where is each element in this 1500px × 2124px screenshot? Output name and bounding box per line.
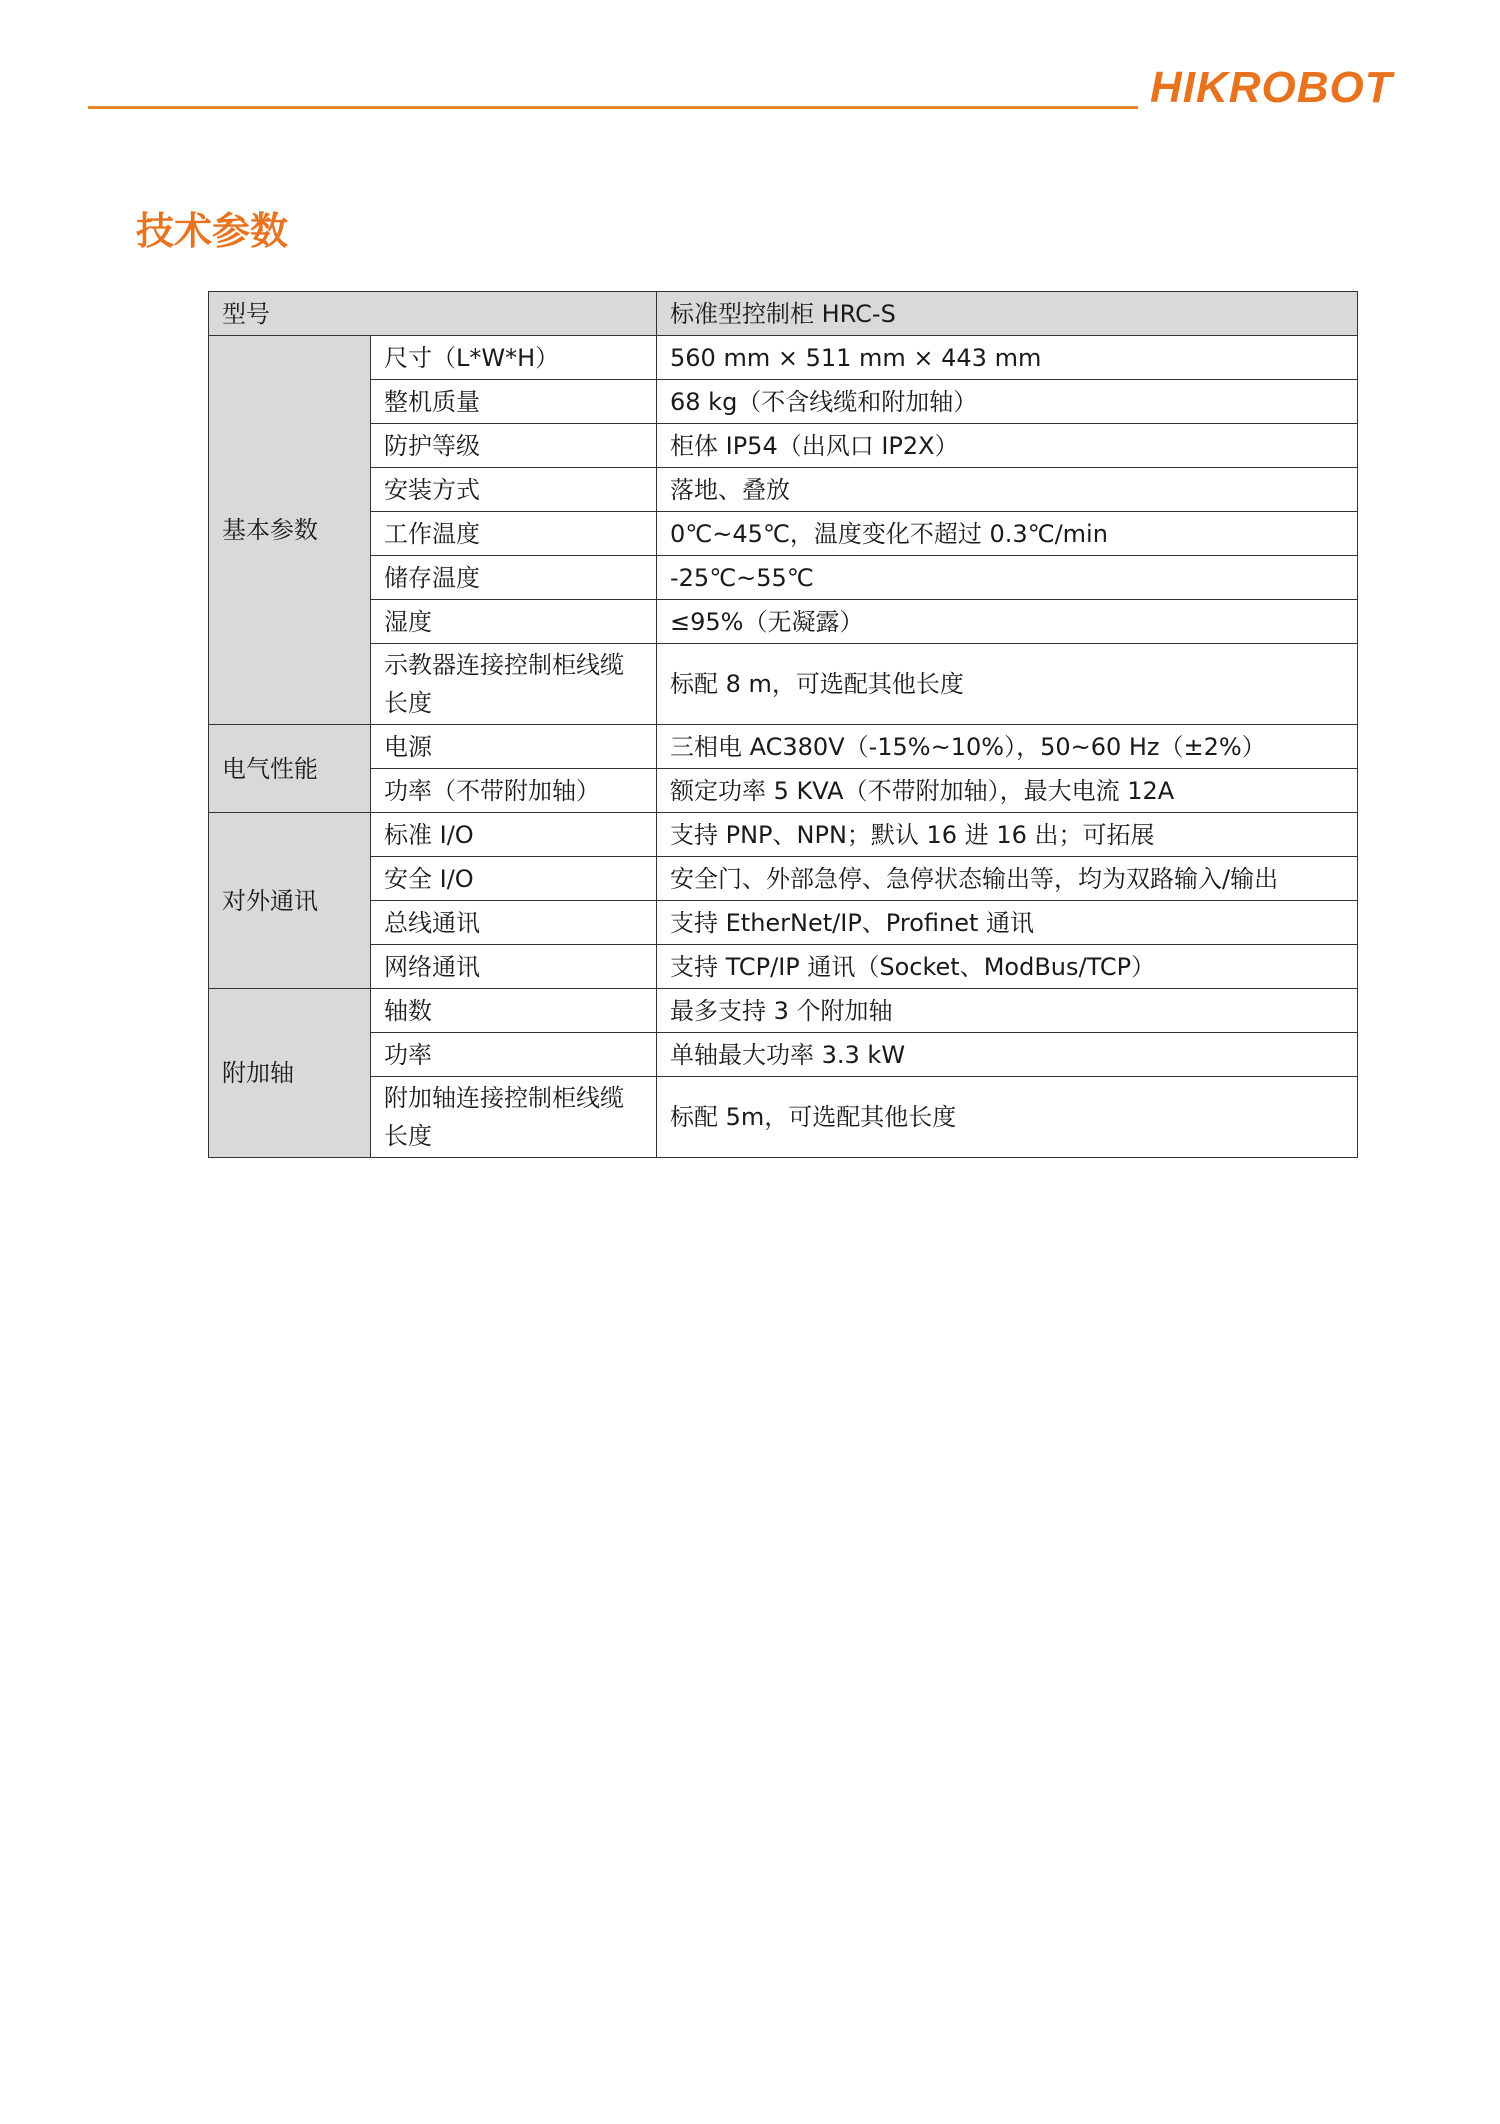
brand-logo: HIKROBOT [1150,63,1393,112]
table-row [209,725,1358,769]
param-value: 安全门、外部急停、急停状态输出等，均为双路输入/输出 [657,857,1358,901]
model-label: 型号 [209,292,657,336]
group-basic: 基本参数 [209,336,371,725]
param-label: 附加轴连接控制柜线缆长度 [371,1077,657,1158]
spec-table [208,291,1358,1158]
param-label: 轴数 [371,989,657,1033]
param-value: -25℃~55℃ [657,556,1358,600]
table-row [209,380,1358,424]
table-row [209,468,1358,512]
param-label: 安装方式 [371,468,657,512]
table-row [209,989,1358,1033]
table-row [209,600,1358,644]
param-value: 支持 PNP、NPN；默认 16 进 16 出；可拓展 [657,813,1358,857]
param-value: 三相电 AC380V（-15%~10%），50~60 Hz（±2%） [657,725,1358,769]
param-label: 尺寸（L*W*H） [371,336,657,380]
table-row [209,424,1358,468]
param-label: 标准 I/O [371,813,657,857]
param-label: 电源 [371,725,657,769]
model-value: 标准型控制柜 HRC-S [657,292,1358,336]
param-label: 功率 [371,1033,657,1077]
table-row [209,1033,1358,1077]
param-label: 储存温度 [371,556,657,600]
group-electrical: 电气性能 [209,725,371,813]
page-title: 技术参数 [136,209,289,253]
param-value: 标配 8 m，可选配其他长度 [657,644,1358,725]
param-value: 0℃~45℃，温度变化不超过 0.3℃/min [657,512,1358,556]
param-label: 工作温度 [371,512,657,556]
param-label: 安全 I/O [371,857,657,901]
param-value: 最多支持 3 个附加轴 [657,989,1358,1033]
param-label: 功率（不带附加轴） [371,769,657,813]
param-value: ≤95%（无凝露） [657,600,1358,644]
param-value: 68 kg（不含线缆和附加轴） [657,380,1358,424]
param-label: 示教器连接控制柜线缆长度 [371,644,657,725]
param-value: 标配 5m，可选配其他长度 [657,1077,1358,1158]
group-external-axis: 附加轴 [209,989,371,1158]
table-row [209,901,1358,945]
table-row [209,813,1358,857]
param-value: 额定功率 5 KVA（不带附加轴），最大电流 12A [657,769,1358,813]
table-row [209,512,1358,556]
param-label: 网络通讯 [371,945,657,989]
param-label: 总线通讯 [371,901,657,945]
table-row [209,945,1358,989]
table-row [209,556,1358,600]
param-value: 落地、叠放 [657,468,1358,512]
param-label: 防护等级 [371,424,657,468]
table-row [209,1077,1358,1158]
param-value: 支持 TCP/IP 通讯（Socket、ModBus/TCP） [657,945,1358,989]
table-row [209,769,1358,813]
group-communication: 对外通讯 [209,813,371,989]
table-row [209,857,1358,901]
header-rule [88,106,1138,109]
param-value: 柜体 IP54（出风口 IP2X） [657,424,1358,468]
table-row [209,644,1358,725]
param-value: 单轴最大功率 3.3 kW [657,1033,1358,1077]
param-value: 560 mm × 511 mm × 443 mm [657,336,1358,380]
param-label: 湿度 [371,600,657,644]
table-header-row [209,292,1358,336]
table-row [209,336,1358,380]
param-label: 整机质量 [371,380,657,424]
param-value: 支持 EtherNet/IP、Profinet 通讯 [657,901,1358,945]
